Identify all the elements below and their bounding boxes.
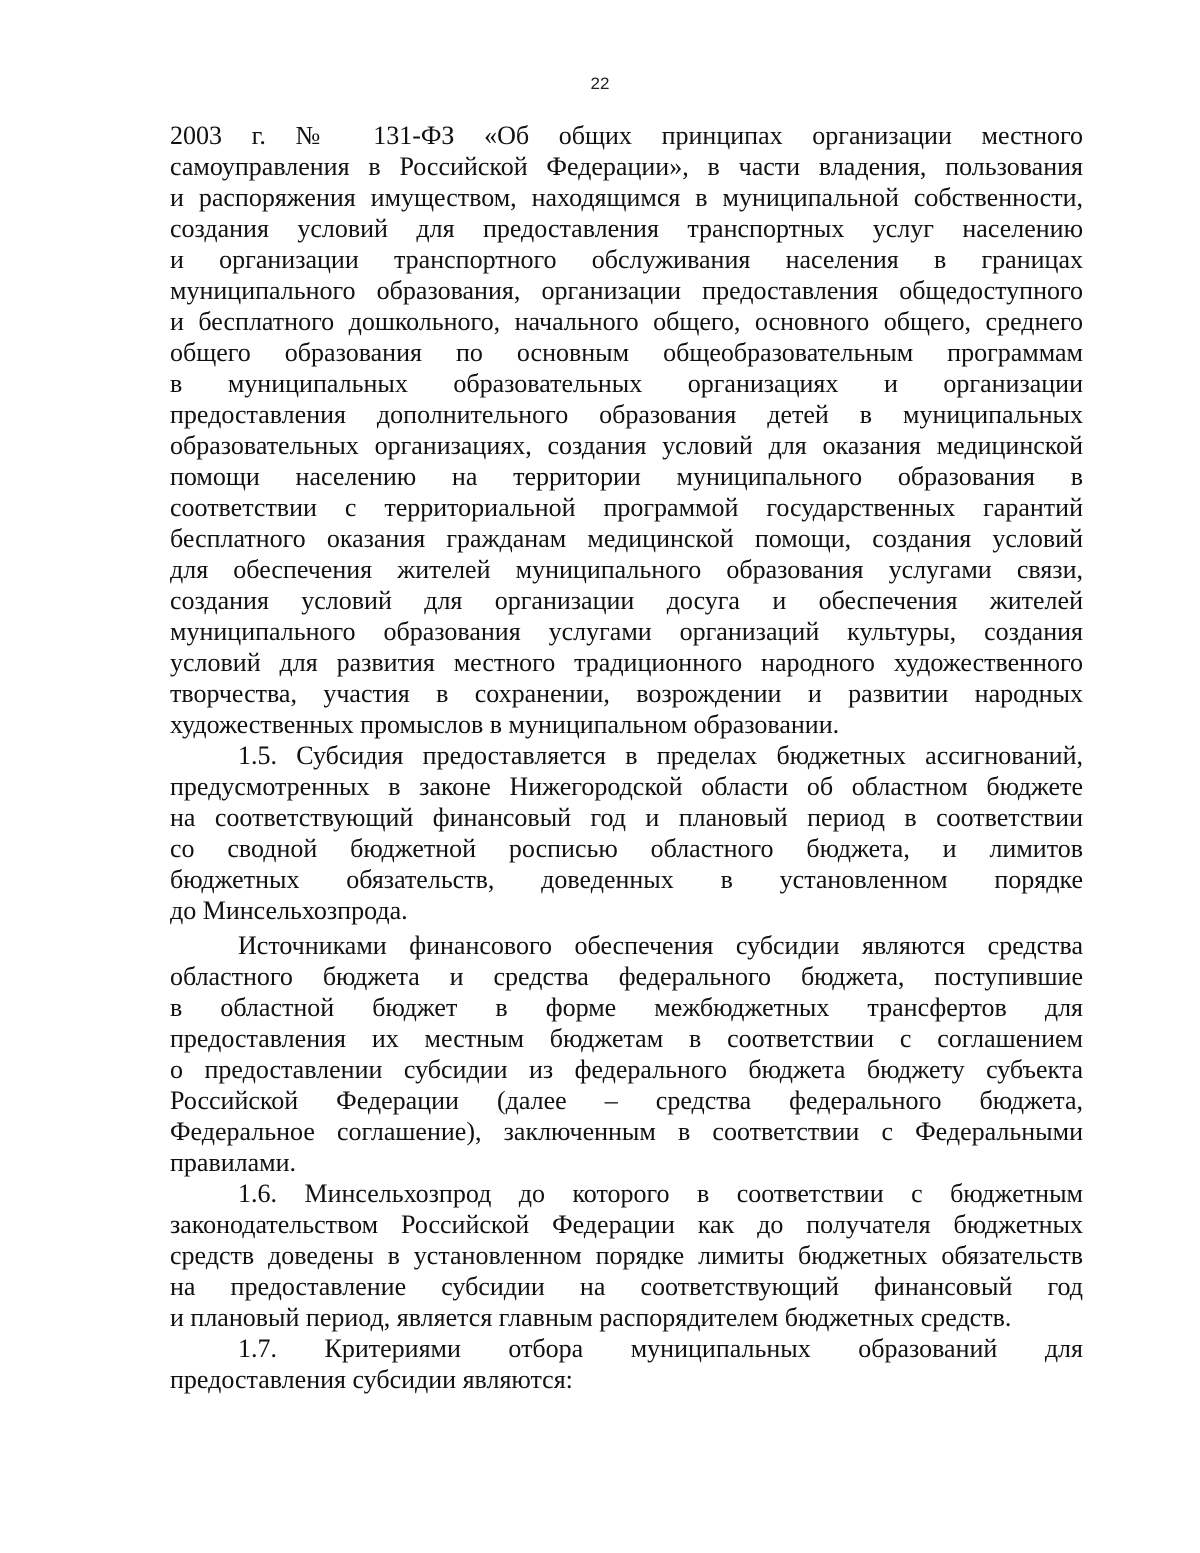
- paragraph: [170, 930, 1083, 1178]
- text-line: и распоряжения имуществом, находящимся в муниципальной собственности,: [170, 183, 1083, 212]
- text-line: предоставления их местным бюджетам в соответствии с соглашением: [170, 1024, 1083, 1053]
- text-line: бюджетных обязательств, доведенных в установленном порядке: [170, 865, 1083, 894]
- text-line: в областной бюджет в форме межбюджетных трансфертов для: [170, 993, 1083, 1022]
- text-line: 1.6. Минсельхозпрод до которого в соответствии с бюджетным: [238, 1179, 1083, 1208]
- text-line: со сводной бюджетной росписью областного бюджета, и лимитов: [170, 834, 1083, 863]
- text-line: Российской Федерации (далее – средства федерального бюджета,: [170, 1086, 1083, 1115]
- page-number: 22: [590, 74, 610, 93]
- text-line: 1.5. Субсидия предоставляется в пределах бюджетных ассигнований,: [238, 741, 1083, 770]
- text-line: на предоставление субсидии на соответствующий финансовый год: [170, 1272, 1083, 1301]
- text-line: предоставления субсидии являются:: [170, 1365, 573, 1394]
- text-line: в муниципальных образовательных организациях и организации: [170, 369, 1083, 398]
- paragraph: [170, 740, 1083, 926]
- text-line: общего образования по основным общеобразовательным программам: [170, 338, 1083, 367]
- paragraph: [170, 1178, 1083, 1333]
- text-line: законодательством Российской Федерации как до получателя бюджетных: [170, 1210, 1083, 1239]
- text-line: предоставления дополнительного образования детей в муниципальных: [170, 400, 1083, 429]
- text-line: художественных промыслов в муниципальном образовании.: [170, 710, 840, 739]
- text-line: соответствии с территориальной программой государственных гарантий: [170, 493, 1083, 522]
- text-line: создания условий для предоставления транспортных услуг населению: [170, 214, 1083, 243]
- text-line: помощи населению на территории муниципального образования в: [170, 462, 1083, 491]
- text-line: до Минсельхозпрода.: [170, 896, 408, 925]
- text-line: для обеспечения жителей муниципального образования услугами связи,: [170, 555, 1083, 584]
- text-line: и плановый период, является главным распорядителем бюджетных средств.: [170, 1303, 1012, 1332]
- text-line: образовательных организациях, создания условий для оказания медицинской: [170, 431, 1083, 460]
- text-line: и бесплатного дошкольного, начального общего, основного общего, среднего: [170, 307, 1083, 336]
- text-line: Федеральное соглашение), заключенным в соответствии с Федеральными: [170, 1117, 1083, 1146]
- text-line: на соответствующий финансовый год и плановый период в соответствии: [170, 803, 1083, 832]
- paragraph: [170, 120, 1083, 740]
- text-line: предусмотренных в законе Нижегородской области об областном бюджете: [170, 772, 1083, 801]
- text-line: муниципального образования, организации предоставления общедоступного: [170, 276, 1083, 305]
- text-line: самоуправления в Российской Федерации», в части владения, пользования: [170, 152, 1083, 181]
- paragraph: [170, 1333, 1083, 1395]
- text-line: бесплатного оказания гражданам медицинской помощи, создания условий: [170, 524, 1083, 553]
- text-line: 2003 г. № 131-ФЗ «Об общих принципах организации местного: [170, 121, 1083, 150]
- text-line: творчества, участия в сохранении, возрождении и развитии народных: [170, 679, 1083, 708]
- document-body: [170, 120, 1083, 1395]
- text-line: и организации транспортного обслуживания населения в границах: [170, 245, 1083, 274]
- text-line: создания условий для организации досуга и обеспечения жителей: [170, 586, 1083, 615]
- text-line: муниципального образования услугами организаций культуры, создания: [170, 617, 1083, 646]
- text-line: средств доведены в установленном порядке лимиты бюджетных обязательств: [170, 1241, 1083, 1270]
- text-line: условий для развития местного традиционного народного художественного: [170, 648, 1083, 677]
- text-line: 1.7. Критериями отбора муниципальных образований для: [238, 1334, 1083, 1363]
- text-line: областного бюджета и средства федерального бюджета, поступившие: [170, 962, 1083, 991]
- text-line: правилами.: [170, 1148, 297, 1177]
- text-line: о предоставлении субсидии из федерального бюджета бюджету субъекта: [170, 1055, 1083, 1084]
- text-line: Источниками финансового обеспечения субсидии являются средства: [238, 931, 1083, 960]
